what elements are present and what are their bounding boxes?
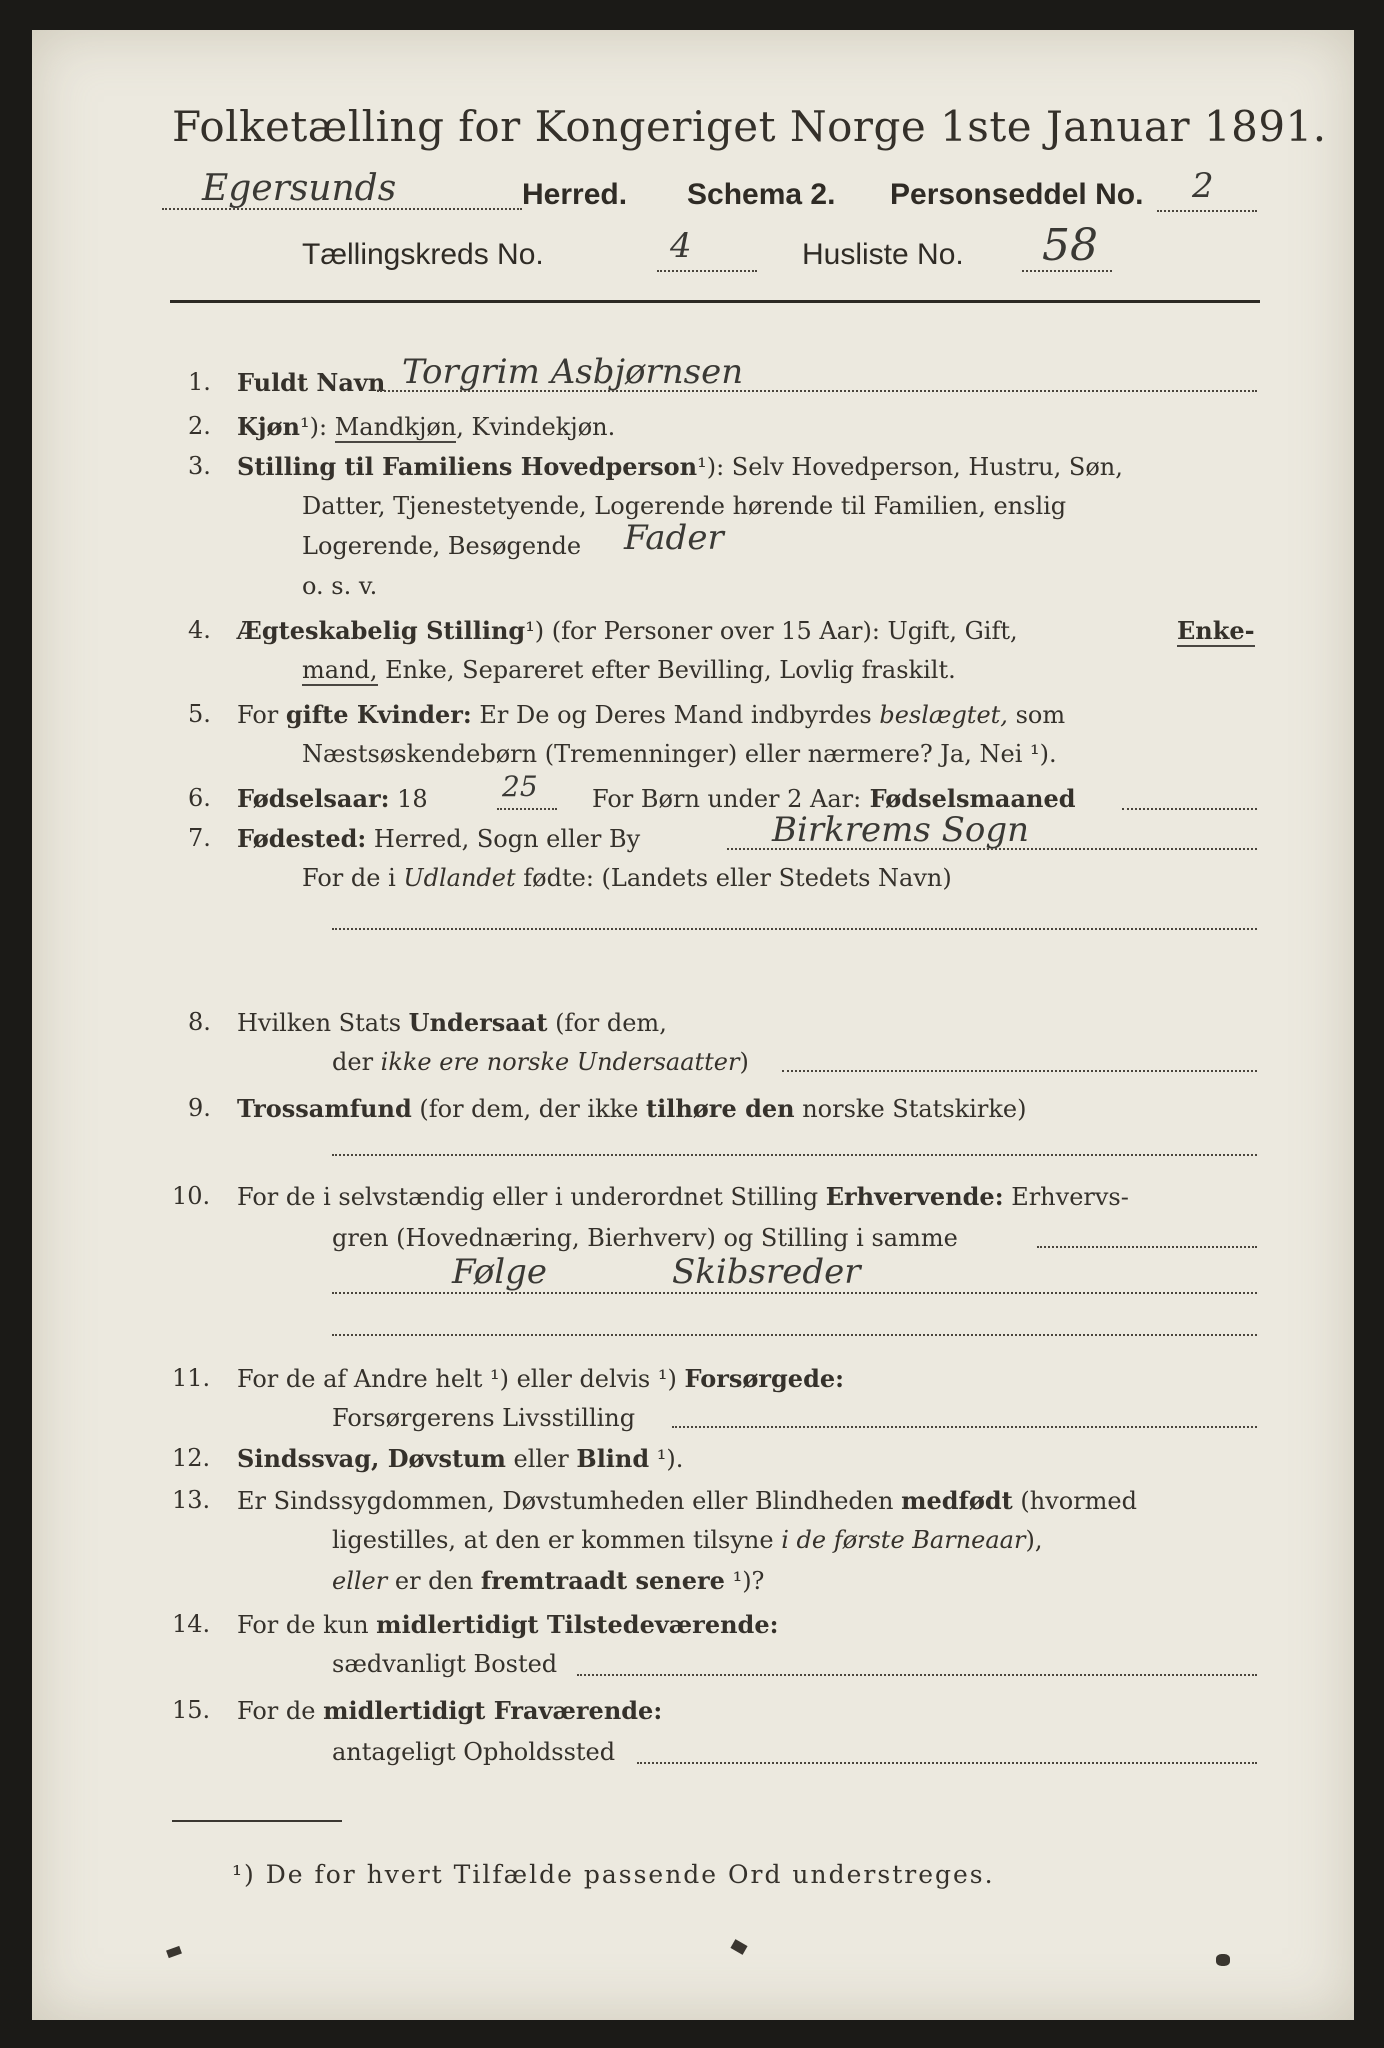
q14-dots [577, 1674, 1257, 1676]
ink-mark [166, 1946, 182, 1958]
q4-label: Ægteskabelig Stilling [237, 616, 526, 645]
q1-dots [377, 390, 1257, 392]
q3-label: Stilling til Familiens Hovedperson [237, 452, 698, 481]
q7-value-birthplace: Birkrems Sogn [772, 810, 1030, 850]
q8-line2-pre: der [332, 1048, 381, 1076]
q7-rest: Herred, Sogn eller By [366, 825, 641, 853]
tellingskreds-dots [657, 270, 757, 272]
q12-label: Sindssvag, Døvstum [237, 1444, 506, 1473]
q10-line1: For de i selvstændig eller i underordnet Stilling [237, 1183, 826, 1211]
q5-pre: For [237, 701, 286, 729]
q15-line1: For de [237, 1697, 324, 1725]
q10-number: 10. [172, 1182, 211, 1210]
herred-value: Egersunds [202, 168, 397, 209]
tellingskreds-label: Tællingskreds No. [302, 238, 544, 271]
form-title: Folketælling for Kongeriget Norge 1ste Januar 1891. [172, 102, 1327, 151]
q15-label: midlertidigt Fraværende: [323, 1696, 663, 1725]
q10-line2: gren (Hovednæring, Bierhverv) og Stilling i samme [332, 1224, 958, 1252]
q8-label: Undersaat [408, 1008, 548, 1037]
q2-option-kvindekjon: , Kvindekjøn. [456, 413, 616, 441]
schema-label: Schema 2. [687, 178, 836, 211]
q10-line2-dots [1037, 1246, 1257, 1248]
q14-line2: sædvanligt Bosted [332, 1650, 558, 1678]
q14-label: midlertidigt Tilstedeværende: [376, 1610, 779, 1639]
q5-italic: beslægtet, [879, 701, 1008, 729]
q2-note: ¹): [300, 413, 335, 441]
footnote-rule [172, 1820, 342, 1822]
q4-option-enkemand-a: Enke- [1177, 616, 1255, 645]
q13-line2: ligestilles, at den er kommen tilsyne [332, 1526, 782, 1554]
q5-line2: Næstsøskendebørn (Tremenninger) eller nærmere? Ja, Nei ¹). [302, 740, 1057, 768]
ink-mark [1216, 1954, 1230, 1966]
q6-rest-bold: Fødselsmaaned [861, 784, 1076, 813]
q4-line2: Enke, Separeret efter Bevilling, Lovlig fraskilt. [377, 656, 956, 684]
q10-value-skibsreder: Skibsreder [672, 1252, 861, 1292]
husliste-dots [1022, 270, 1112, 272]
q10-extra-dots [332, 1334, 1257, 1336]
q1-value-name: Torgrim Asbjørnsen [402, 352, 744, 392]
q7-line2-rest: fødte: (Landets eller Stedets Navn) [515, 864, 952, 892]
q8-pre: Hvilken Stats [237, 1009, 409, 1037]
herred-dots [162, 208, 522, 210]
q5-number: 5. [188, 700, 211, 728]
q7-number: 7. [188, 824, 211, 852]
q9-bold2: tilhøre den [646, 1094, 795, 1123]
q10-value-folge: Følge [452, 1252, 547, 1292]
q7-line2-pre: For de i [302, 864, 404, 892]
q13-line2-italic: i de første Barneaar [781, 1526, 1026, 1554]
q13-line3-end: ¹)? [724, 1567, 765, 1595]
q6-number: 6. [188, 784, 211, 812]
q6-rest: For Børn under 2 Aar: [592, 785, 862, 813]
q13-line2-end: ), [1025, 1526, 1043, 1554]
q15-line2: antageligt Opholdssted [332, 1738, 616, 1766]
q6-month-dots [1122, 808, 1257, 810]
q3-line2: Datter, Tjenestetyende, Logerende hørende til Familien, enslig [302, 492, 1067, 520]
q9-end: norske Statskirke) [794, 1095, 1027, 1123]
q9-dots [332, 1154, 1257, 1156]
q14-number: 14. [172, 1610, 211, 1638]
q13-line1: Er Sindssygdommen, Døvstumheden eller Blindheden [237, 1487, 902, 1515]
q8-line2-italic: ikke ere norske Undersaatter [380, 1048, 740, 1076]
q2-label: Kjøn [237, 412, 300, 441]
q7-line2-italic: Udlandet [403, 864, 516, 892]
q10-occupation-dots [332, 1292, 1257, 1294]
q6-value-year: 25 [502, 770, 538, 803]
q12-rest: eller [505, 1445, 577, 1473]
q8-number: 8. [188, 1008, 211, 1036]
q11-number: 11. [172, 1364, 211, 1392]
q8-line1: (for dem, [547, 1009, 667, 1037]
q3-line4: o. s. v. [302, 572, 378, 600]
q8-line2-rest: ) [739, 1048, 749, 1076]
q3-number: 3. [188, 452, 211, 480]
q13-line3-bold: fremtraadt senere [480, 1566, 725, 1595]
q14-line1: For de kun [237, 1611, 377, 1639]
q11-label: Forsørgede: [684, 1364, 844, 1393]
q3-line1: ¹): Selv Hovedperson, Hustru, Søn, [697, 453, 1123, 481]
husliste-value: 58 [1042, 220, 1098, 271]
q5-end: som [1007, 701, 1066, 729]
ink-mark [730, 1939, 747, 1955]
personseddel-label: Personseddel No. [890, 178, 1144, 211]
q13-number: 13. [172, 1486, 211, 1514]
q11-dots [672, 1426, 1257, 1428]
q11-line1: For de af Andre helt ¹) eller delvis ¹) [237, 1365, 685, 1393]
q4-line1: ¹) (for Personer over 15 Aar): Ugift, Gift, [525, 617, 1018, 645]
census-form-sheet [32, 30, 1354, 2020]
q6-year-dots [497, 808, 557, 810]
q10-label: Erhvervende: [825, 1182, 1004, 1211]
q1-number: 1. [188, 368, 211, 396]
q3-value-fader: Fader [624, 518, 724, 558]
q2-number: 2. [188, 412, 211, 440]
q6-prefix: 18 [389, 785, 428, 813]
q3-line3: Logerende, Besøgende [302, 532, 582, 560]
q2-option-mandkjon: Mandkjøn [334, 413, 457, 441]
header-rule [170, 300, 1260, 303]
q15-number: 15. [172, 1696, 211, 1724]
personseddel-value: 2 [1192, 166, 1214, 206]
q4-option-enkemand-b: mand, [302, 656, 378, 684]
q1-label: Fuldt Navn [237, 368, 386, 397]
q5-line1: Er De og Deres Mand indbyrdes [471, 701, 880, 729]
q9-number: 9. [188, 1094, 211, 1122]
q15-dots [637, 1762, 1257, 1764]
q13-line3-italic: eller [332, 1567, 388, 1595]
tellingskreds-value: 4 [670, 226, 692, 266]
q7-abroad-dots [332, 928, 1257, 930]
q12-end: ¹). [649, 1445, 684, 1473]
q10-line1-end: Erhvervs- [1003, 1183, 1129, 1211]
husliste-label: Husliste No. [802, 238, 964, 271]
q7-label: Fødested: [237, 824, 367, 853]
q4-number: 4. [188, 616, 211, 644]
q6-label: Fødselsaar: [237, 784, 390, 813]
herred-label: Herred. [522, 178, 628, 211]
q7-dots [727, 848, 1257, 850]
footnote: ¹) De for hvert Tilfælde passende Ord understreges. [232, 1860, 995, 1889]
q9-rest: (for dem, der ikke [411, 1095, 647, 1123]
q13-line1-end: (hvormed [1012, 1487, 1137, 1515]
q12-bold2: Blind [576, 1444, 650, 1473]
q12-number: 12. [172, 1444, 211, 1472]
q13-line3: er den [387, 1567, 481, 1595]
q8-dots [782, 1070, 1257, 1072]
q13-bold: medfødt [901, 1486, 1013, 1515]
personseddel-dots [1157, 210, 1257, 212]
q11-line2: Forsørgerens Livsstilling [332, 1404, 636, 1432]
q5-label: gifte Kvinder: [285, 700, 472, 729]
q9-label: Trossamfund [237, 1094, 412, 1123]
